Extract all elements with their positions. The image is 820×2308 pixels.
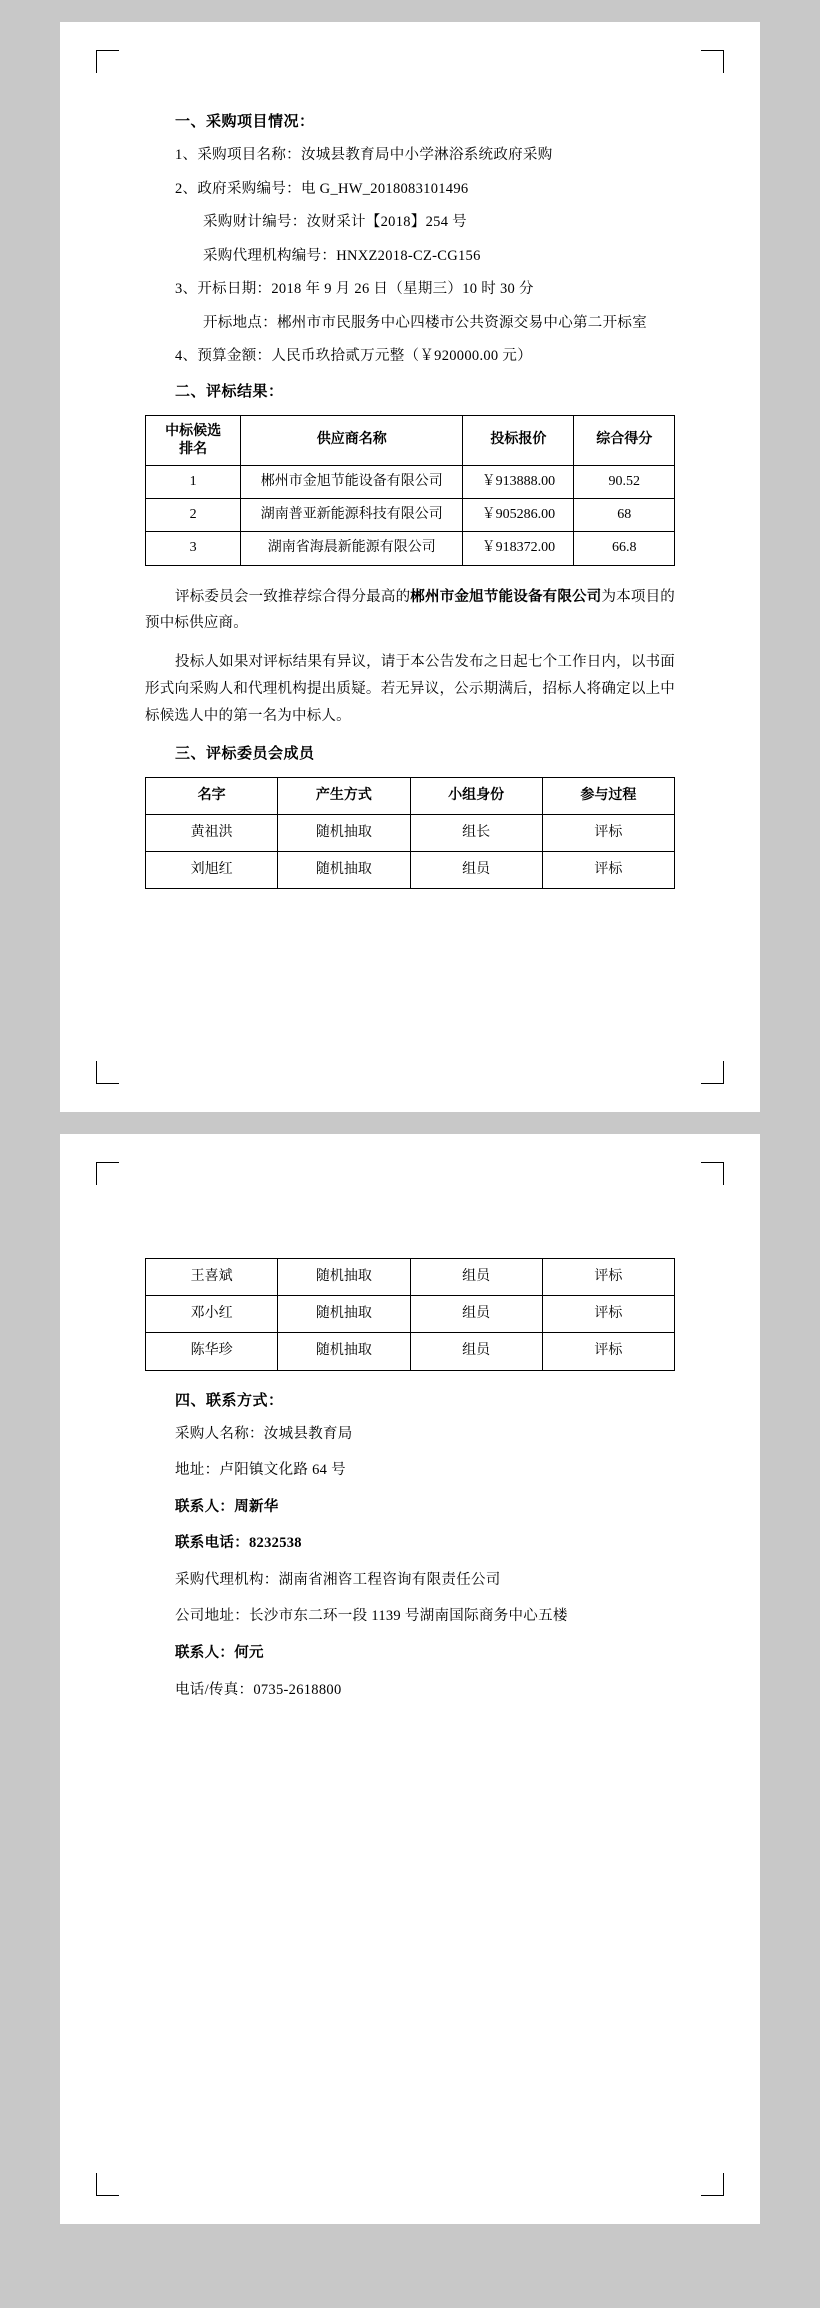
committee-table-page1 (145, 777, 675, 890)
cell-selection-method: 随机抽取 (278, 1333, 410, 1370)
cell-score: 68 (574, 499, 675, 532)
cell-rank: 2 (146, 499, 241, 532)
document-page-1 (60, 22, 760, 1112)
column-header-rank (146, 416, 241, 466)
table-row (146, 532, 675, 565)
cell-score: 90.52 (574, 466, 675, 499)
cell-rank: 3 (146, 532, 241, 565)
contact-agency-person (145, 1643, 675, 1664)
cell-selection-method: 随机抽取 (278, 1296, 410, 1333)
cell-price: ￥918372.00 (463, 532, 574, 565)
column-header-supplier: 供应商名称 (241, 416, 463, 466)
column-header-rank-line2: 排名 (179, 441, 208, 457)
contact-phone (145, 1533, 675, 1554)
section-1-item-4: 采购代理机构编号：HNXZ2018-CZ-CG156 (203, 247, 481, 264)
table-row (146, 1296, 675, 1333)
page-separator (0, 1112, 820, 1134)
cell-group-role: 组员 (410, 852, 542, 889)
crop-mark-bottom-left-icon (96, 1061, 119, 1084)
column-header-score: 综合得分 (574, 416, 675, 466)
contact-agency-person-text: 联系人：何元 (175, 1645, 264, 1662)
cell-participation: 评标 (542, 852, 674, 889)
contact-phone-text: 联系电话：8232538 (175, 1535, 302, 1552)
column-header-rank-line1: 中标候选 (165, 424, 222, 440)
cell-name: 王喜斌 (146, 1259, 278, 1296)
section-1-item-2: 2、政府采购编号：电 G_HW_2018083101496 (175, 180, 469, 197)
crop-mark-top-left-icon (96, 1162, 119, 1185)
section-1-item-6: 开标地点：郴州市市民服务中心四楼市公共资源交易中心第二开标室 (203, 314, 647, 331)
cell-supplier: 湖南省海晨新能源有限公司 (241, 532, 463, 565)
table-header-row (146, 777, 675, 814)
recommendation-text-post: 为本项目的预中标供应商。 (145, 588, 676, 632)
contact-agency: 采购代理机构：湖南省湘咨工程咨询有限责任公司 (175, 1571, 501, 1588)
cell-selection-method: 随机抽取 (278, 1259, 410, 1296)
cell-group-role: 组员 (410, 1296, 542, 1333)
contact-purchaser-name: 采购人名称：汝城县教育局 (175, 1425, 353, 1442)
cell-group-role: 组长 (410, 814, 542, 851)
objection-paragraph: 投标人如果对评标结果有异议，请于本公告发布之日起七个工作日内，以书面形式向采购人和代理机构提出质疑。若无异议，公示期满后，招标人将确定以上中标候选人中的第一名为中标人。 (145, 654, 675, 724)
cell-participation: 评标 (542, 1333, 674, 1370)
recommendation-text-pre: 评标委员会一致推荐综合得分最高的 (175, 588, 411, 605)
table-row (146, 1259, 675, 1296)
document-page-2 (60, 1134, 760, 2224)
cell-name: 刘旭红 (146, 852, 278, 889)
section-1-heading: 一、采购项目情况： (175, 114, 315, 130)
cell-name: 陈华珍 (146, 1333, 278, 1370)
winning-supplier-name: 郴州市金旭节能设备有限公司 (410, 588, 602, 605)
recommendation-paragraph (145, 584, 675, 638)
contact-person-text: 联系人：周新华 (175, 1498, 279, 1515)
cell-rank: 1 (146, 466, 241, 499)
crop-mark-bottom-right-icon (701, 1061, 724, 1084)
crop-mark-top-right-icon (701, 1162, 724, 1185)
page2-top-spacer (145, 1194, 675, 1252)
cell-selection-method: 随机抽取 (278, 814, 410, 851)
table-row (146, 499, 675, 532)
section-1-item-3: 采购财计编号：汝财采计【2018】254 号 (203, 214, 467, 231)
cell-group-role: 组员 (410, 1259, 542, 1296)
table-row (146, 814, 675, 851)
cell-price: ￥913888.00 (463, 466, 574, 499)
cell-participation: 评标 (542, 1259, 674, 1296)
crop-mark-bottom-left-icon (96, 2173, 119, 2196)
cell-score: 66.8 (574, 532, 675, 565)
section-1-item-5: 3、开标日期：2018 年 9 月 26 日（星期三）10 时 30 分 (175, 281, 534, 298)
bid-results-table (145, 415, 675, 566)
column-header-name: 名字 (146, 777, 278, 814)
cell-name: 黄祖洪 (146, 814, 278, 851)
cell-supplier: 郴州市金旭节能设备有限公司 (241, 466, 463, 499)
contact-phone-fax: 电话/传真：0735-2618800 (175, 1681, 342, 1698)
contact-company-address: 公司地址：长沙市东二环一段 1139 号湖南国际商务中心五楼 (175, 1608, 568, 1625)
table-row (146, 852, 675, 889)
column-header-participation: 参与过程 (542, 777, 674, 814)
cell-price: ￥905286.00 (463, 499, 574, 532)
table-header-row (146, 416, 675, 466)
section-1-item-7: 4、预算金额：人民币玖拾贰万元整（￥920000.00 元） (175, 348, 532, 365)
cell-group-role: 组员 (410, 1333, 542, 1370)
crop-mark-bottom-right-icon (701, 2173, 724, 2196)
section-3-heading: 三、评标委员会成员 (175, 745, 315, 762)
cell-participation: 评标 (542, 1296, 674, 1333)
section-2-heading: 二、评标结果： (175, 384, 284, 401)
cell-selection-method: 随机抽取 (278, 852, 410, 889)
page1-top-spacer (145, 82, 675, 110)
contact-person (145, 1497, 675, 1518)
cell-participation: 评标 (542, 814, 674, 851)
column-header-price: 投标报价 (463, 416, 574, 466)
committee-table-page2 (145, 1258, 675, 1371)
cell-supplier: 湖南普亚新能源科技有限公司 (241, 499, 463, 532)
column-header-group-role: 小组身份 (410, 777, 542, 814)
section-1-item-1: 1、采购项目名称：汝城县教育局中小学淋浴系统政府采购 (175, 147, 553, 163)
table-row (146, 1333, 675, 1370)
contact-address: 地址：卢阳镇文化路 64 号 (175, 1462, 346, 1479)
table-row (146, 466, 675, 499)
section-4-heading: 四、联系方式： (175, 1392, 284, 1409)
crop-mark-top-left-icon (96, 50, 119, 73)
cell-name: 邓小红 (146, 1296, 278, 1333)
column-header-selection-method: 产生方式 (278, 777, 410, 814)
crop-mark-top-right-icon (701, 50, 724, 73)
